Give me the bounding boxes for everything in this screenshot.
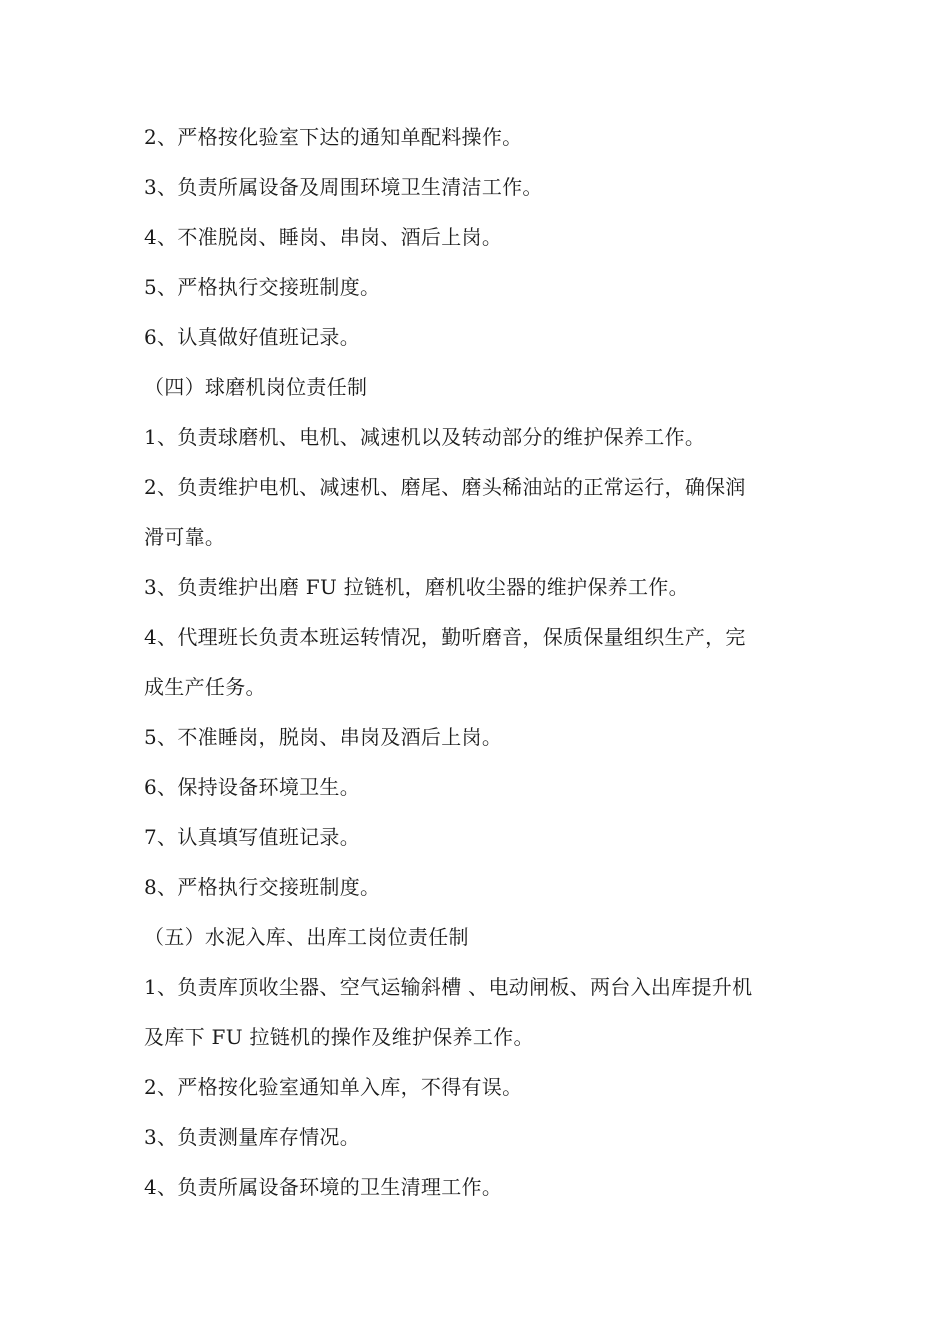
text-line: 3、负责维护出磨 FU 拉链机，磨机收尘器的维护保养工作。	[144, 575, 689, 599]
section-heading: （五）水泥入库、出库工岗位责任制	[144, 925, 469, 949]
text-line: 1、负责库顶收尘器、空气运输斜槽 、电动闸板、两台入出库提升机	[144, 975, 753, 999]
text-line: 4、代理班长负责本班运转情况，勤听磨音，保质保量组织生产，完	[144, 625, 746, 649]
text-line: 1、负责球磨机、电机、减速机以及转动部分的维护保养工作。	[144, 425, 706, 449]
text-line: 6、保持设备环境卫生。	[144, 775, 361, 799]
text-line: 3、负责测量库存情况。	[144, 1125, 361, 1149]
text-line: 滑可靠。	[144, 525, 226, 549]
text-line: 5、严格执行交接班制度。	[144, 275, 381, 299]
text-line: 及库下 FU 拉链机的操作及维护保养工作。	[144, 1025, 534, 1049]
text-line: 4、负责所属设备环境的卫生清理工作。	[144, 1175, 503, 1199]
text-line: 成生产任务。	[144, 675, 266, 699]
document-body	[144, 112, 814, 1212]
text-line: 8、严格执行交接班制度。	[144, 875, 381, 899]
text-line: 2、严格按化验室通知单入库，不得有误。	[144, 1075, 523, 1099]
text-line: 5、不准睡岗，脱岗、串岗及酒后上岗。	[144, 725, 503, 749]
text-line: 4、不准脱岗、睡岗、串岗、酒后上岗。	[144, 225, 503, 249]
text-line: 2、负责维护电机、减速机、磨尾、磨头稀油站的正常运行，确保润	[144, 475, 746, 499]
section-heading: （四）球磨机岗位责任制	[144, 375, 368, 399]
text-line: 7、认真填写值班记录。	[144, 825, 361, 849]
text-line: 3、负责所属设备及周围环境卫生清洁工作。	[144, 175, 543, 199]
text-line: 6、认真做好值班记录。	[144, 325, 361, 349]
text-line: 2、严格按化验室下达的通知单配料操作。	[144, 125, 523, 149]
